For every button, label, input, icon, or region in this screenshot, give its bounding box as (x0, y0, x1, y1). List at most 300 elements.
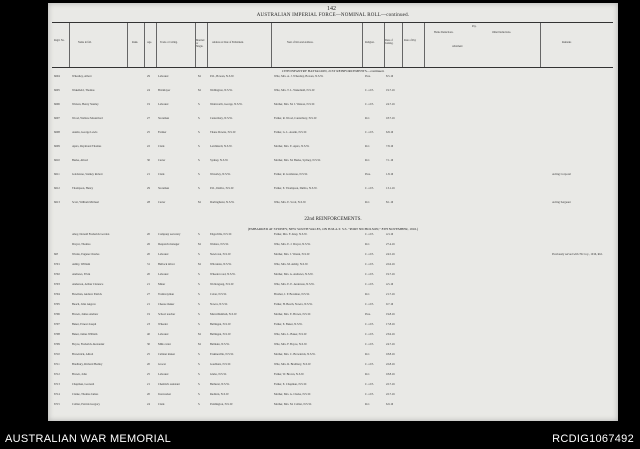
row-regtl-no: 6703 (54, 283, 60, 286)
roll-entry (52, 273, 613, 280)
row-next-of-kin: Mother, Mrs. M. Collier, N.S.W. (274, 403, 312, 406)
row-regtl-no: 6606 (54, 103, 60, 106)
row-name: Wood, Wallace Mountford (72, 117, 103, 120)
row-religion: C. of E. (365, 273, 374, 276)
row-name: Wheatley, Albert (72, 75, 92, 78)
row-age: 20 (147, 273, 150, 276)
row-name: Collier, Patrick Gregory (72, 403, 100, 406)
row-trade: Storeman (158, 187, 170, 190)
row-age: 31 (147, 263, 150, 266)
row-name: Bradbury, Richard Hedley (72, 363, 103, 366)
row-date-joining: 7.1.16 (386, 159, 394, 162)
row-next-of-kin: Father, R. Goldstone, N.S.W. (274, 173, 308, 176)
row-name: Baker, James William (72, 333, 98, 336)
row-religion: C. of E. (365, 383, 374, 386)
row-trade: Cabinet maker (158, 353, 175, 356)
row-marital: S. (198, 103, 201, 106)
col-religion: Religion. (365, 41, 375, 44)
row-address: Murwillumbah, N.S.W. (210, 313, 238, 316)
row-date-joining: 4.3.16 (386, 233, 394, 236)
row-date-joining: 22.6.16 (386, 263, 395, 266)
row-trade: Tramwayman (158, 293, 174, 296)
roll-entry (52, 103, 613, 110)
row-address: Redfern, N.S.W. (210, 393, 230, 396)
section2-heading: 22nd REINFORCEMENTS. (304, 217, 362, 222)
row-religion: Pres. (365, 75, 371, 78)
roll-entry (52, 373, 613, 380)
row-marital: S. (198, 353, 201, 356)
roll-entry (52, 303, 613, 310)
row-name: Bowman, Andrew Patrick (72, 293, 102, 296)
row-date-joining: 24.7.16 (386, 343, 395, 346)
row-religion: R.C. (365, 201, 371, 204)
row-name: Ayers, Raymond Thomas (72, 145, 102, 148)
row-religion: R.C. (365, 243, 371, 246)
row-address: Canterbury, N.S.W. (210, 117, 233, 120)
row-name: Austin, George Lewis (72, 131, 98, 134)
row-address: Wollongong, N.S.W. (210, 283, 234, 286)
col-rank: Rank. (132, 41, 139, 44)
roll-entry (52, 187, 613, 194)
row-address: Newtown, N.S.W. (210, 253, 232, 256)
col-next-of-kin: Next of Kin and Address. (287, 41, 314, 44)
row-date-joining: 21.7.16 (386, 293, 395, 296)
row-marital: M. (198, 75, 202, 78)
row-trade: Wheeler (158, 323, 168, 326)
roll-page (48, 3, 618, 421)
roll-entry (52, 145, 613, 152)
row-next-of-kin: Mother, Mrs. M. Burke, Sydney, N.S.W. (274, 159, 321, 162)
row-address: Thane Downs, N.S.W. (210, 131, 236, 134)
row-address: Erskineville, N.S.W. (210, 353, 234, 356)
roll-entry (52, 89, 613, 96)
row-name: Chapman, Leonard (72, 383, 95, 386)
row-next-of-kin: Father, R. Wood, Canterbury, N.S.W. (274, 117, 317, 120)
row-religion: R.C. (365, 373, 371, 376)
row-religion: R.C. (365, 403, 371, 406)
col-married: Married or Single. (196, 39, 205, 48)
roll-entry (52, 343, 613, 350)
row-age: 20 (147, 363, 150, 366)
row-address: Wellington, N.S.W. (210, 89, 233, 92)
row-trade: Storeman (158, 117, 170, 120)
row-religion: R.C. (365, 159, 371, 162)
footer-record-id: RCDIG1067492 (552, 433, 634, 445)
row-regtl-no: 6704 (54, 293, 60, 296)
col-address: Address at Date of Enlistment. (212, 41, 244, 44)
row-marital: S. (198, 159, 201, 162)
row-religion: C. of E. (365, 253, 374, 256)
row-regtl-no: 6612 (54, 187, 60, 190)
row-next-of-kin: Mother, Mrs. E. Ayers, N.S.W. (274, 145, 310, 148)
row-religion: C. of E. (365, 187, 374, 190)
row-trade: Cheese maker (158, 303, 175, 306)
row-date-joining: 1.8.16 (386, 173, 394, 176)
row-name: Anderson, Arthur Clarence (72, 283, 104, 286)
row-religion: C. of E. (365, 393, 374, 396)
row-religion: C. of E. (365, 343, 374, 346)
row-regtl-no: 6609 (54, 145, 60, 148)
row-age: 21 (147, 173, 150, 176)
row-next-of-kin: Wife, Mrs. M. Ashby, N.S.W. (274, 263, 309, 266)
row-age: 23 (147, 323, 150, 326)
row-date-joining: 19.7.16 (386, 273, 395, 276)
roll-entry (52, 333, 613, 340)
row-age: 27 (147, 293, 150, 296)
section1-heading: 13TH INFANTRY BATTALION, 21ST REINFORCEMENTS—continued. (281, 69, 385, 73)
row-marital: S. (198, 145, 201, 148)
col-date-joining: Date of Joining. (385, 39, 394, 45)
row-name: Andrews, Elvin (72, 273, 91, 276)
row-trade: Milk carter (158, 343, 171, 346)
row-trade: Miner (158, 283, 166, 286)
row-address: Wilcannia, N.S.W. (210, 263, 232, 266)
row-address: Goulburn, N.S.W. (210, 363, 231, 366)
col-other-deductions: Other Deductions. (492, 31, 512, 34)
row-next-of-kin: Wife, Mrs. E. J. Dwyer, N.S.W. (274, 243, 311, 246)
row-marital: M. (198, 243, 202, 246)
row-date-joining: 7.8.16 (386, 145, 394, 148)
row-date-joining: 22.8.16 (386, 363, 395, 366)
page-title: AUSTRALIAN IMPERIAL FORCE—NOMINAL ROLL—continued. (256, 13, 410, 18)
row-marital: S. (198, 117, 201, 120)
row-age: 40 (147, 333, 150, 336)
col-name: Name in full. (78, 41, 92, 44)
row-next-of-kin: Mother, Mrs. A. Andrews, N.S.W. (274, 273, 314, 276)
row-next-of-kin: Wife, Mrs. E. E. Anderson, N.S.W. (274, 283, 315, 286)
row-religion: C. of E. (365, 303, 374, 306)
row-trade: Bricklayer (158, 89, 171, 92)
row-age: 28 (147, 201, 150, 204)
row-date-joining: 4.5.16 (386, 283, 394, 286)
row-next-of-kin: Father, E. Baker, N.S.W. (274, 323, 303, 326)
row-trade: Ironworker (158, 393, 172, 396)
row-trade: Labourer (158, 103, 169, 106)
row-regtl-no: 6713 (54, 383, 60, 386)
row-date-joining: 24.7.16 (386, 103, 395, 106)
row-date-joining: 8.5.16 (386, 75, 394, 78)
row-regtl-no: 6707 (54, 323, 60, 326)
row-trade: Labourer (158, 75, 169, 78)
row-address: Bellingen, N.S.W. (210, 333, 232, 336)
row-religion: C. of E. (365, 103, 374, 106)
column-header (52, 22, 613, 68)
row-name: Burke, Alfred (72, 159, 88, 162)
row-address: Leichhardt, N.S.W. (210, 145, 233, 148)
col-trade: Trade or Calling. (160, 41, 178, 44)
row-regtl-no: 6608 (54, 131, 60, 134)
roll-entry (52, 117, 613, 124)
row-regtl-no: 6709 (54, 343, 60, 346)
row-date-joining: 22.7.16 (386, 383, 395, 386)
row-age: 20 (147, 253, 150, 256)
row-trade: Carter (158, 201, 166, 204)
row-regtl-no: 6613 (54, 201, 60, 204)
row-name: Brown, John (72, 373, 87, 376)
col-rate-of-pay: Rate of Pay (404, 39, 417, 42)
roll-entry (52, 173, 613, 180)
roll-entry (52, 393, 613, 400)
row-regtl-no: 6710 (54, 353, 60, 356)
row-marital: S. (198, 187, 201, 190)
row-age: 25 (147, 373, 150, 376)
row-next-of-kin: Wife, Mrs. T. L. Wakefield, N.S.W. (274, 89, 315, 92)
roll-entry (52, 283, 613, 290)
row-marital: M. (198, 343, 202, 346)
col-allotment: Allotment (452, 45, 463, 48)
row-name: Clarke, Thomas James (72, 393, 99, 396)
col-age: Age. (147, 41, 152, 44)
row-next-of-kin: Mother, Mrs. C. Brownrick, N.S.W. (274, 353, 316, 356)
row-address: Sydney, N.S.W. (210, 159, 229, 162)
row-next-of-kin: Wife, Mrs. F. Boyce, N.S.W. (274, 343, 308, 346)
embarkation-note: (EMBARKED AT SYDNEY, NEW SOUTH WALES, ON H.M.A.T. S.S. "PORT NICHOLSON," 8TH NOVEMBER, 1916.) (247, 227, 419, 231)
row-address: Waverley, N.S.W. (210, 173, 231, 176)
row-address: P.O., Bowen, N.S.W. (210, 75, 235, 78)
row-age: 25 (147, 353, 150, 356)
row-address: Nowra, N.S.W. (210, 303, 228, 306)
row-age: 20 (147, 393, 150, 396)
row-marital: S. (198, 323, 201, 326)
row-regtl-no: 6701 (54, 263, 60, 266)
row-address: Balmain, N.S.W. (210, 343, 230, 346)
roll-entry (52, 233, 613, 240)
row-marital: S. (198, 373, 201, 376)
row-marital: M. (198, 201, 202, 204)
row-age: 27 (147, 117, 150, 120)
row-date-joining: 6.8.16 (386, 131, 394, 134)
row-marital: S. (198, 233, 201, 236)
row-age: 24 (147, 403, 150, 406)
row-next-of-kin: Father, G. L. Austin, N.S.W. (274, 131, 307, 134)
col-home-deductions: Home Deductions. (434, 31, 454, 34)
row-religion: R.C. (365, 293, 371, 296)
row-marital: S. (198, 383, 201, 386)
row-next-of-kin: Mother, Mrs. J. Wrenn, N.S.W. (274, 253, 310, 256)
row-trade: Clerk (158, 403, 165, 406)
roll-entry (52, 383, 613, 390)
row-marital: S. (198, 403, 201, 406)
row-address: Bathurst, N.S.W. (210, 383, 230, 386)
page-number: 142 (327, 6, 336, 12)
row-next-of-kin: Wife, Mrs. A. J. Wheatley, Bowen, N.S.W. (274, 75, 324, 78)
row-religion: C. of E. (365, 263, 374, 266)
row-address: P.O., Dubbo, N.S.W. (210, 187, 234, 190)
row-religion: R.C. (365, 353, 371, 356)
row-age: 29 (147, 75, 150, 78)
row-regtl-no: 6711 (54, 363, 60, 366)
row-age: 24 (147, 89, 150, 92)
row-address: Edgecliffe, N.S.W. (210, 233, 232, 236)
row-marital: S. (198, 283, 201, 286)
row-age: 22 (147, 145, 150, 148)
row-name: Brown, James Andrew (72, 313, 99, 316)
row-remarks: Acting Sergeant (552, 201, 571, 204)
row-next-of-kin: Mother, Mrs. E. Brown, N.S.W. (274, 313, 311, 316)
roll-entry (52, 323, 613, 330)
row-marital: S. (198, 313, 201, 316)
row-next-of-kin: Father, E. Thompson, Dubbo, N.S.W. (274, 187, 318, 190)
row-religion: Pres. (365, 173, 371, 176)
row-address: Cobar, N.S.W. (210, 293, 227, 296)
row-date-joining: 18.8.16 (386, 373, 395, 376)
row-regtl-no: 6702 (54, 273, 60, 276)
col-remarks: Remarks (562, 41, 572, 44)
row-age: 21 (147, 283, 150, 286)
roll-entry (52, 293, 613, 300)
row-regtl-no: 6706 (54, 313, 60, 316)
row-trade: Labourer (158, 273, 169, 276)
row-religion: Pres. (365, 313, 371, 316)
row-religion: R.C. (365, 145, 371, 148)
row-religion: C. of E. (365, 283, 374, 286)
row-next-of-kin: Father, H. Beach, Nowra, N.S.W. (274, 303, 313, 306)
roll-entry (52, 263, 613, 270)
row-date-joining: 9.7.16 (386, 303, 394, 306)
row-name: Brownrick, Alfred (72, 353, 94, 356)
row-next-of-kin: Mother, Mrs. A. Clarke, N.S.W. (274, 393, 311, 396)
row-trade: School teacher (158, 313, 176, 316)
row-regtl-no: 6605 (54, 89, 60, 92)
footer-source: AUSTRALIAN WAR MEMORIAL (5, 433, 172, 445)
row-address: Waitara, N.S.W. (210, 243, 229, 246)
row-marital: M. (198, 263, 202, 266)
row-marital: S. (198, 253, 201, 256)
row-name: Thompson, Henry (72, 187, 94, 190)
roll-entry (52, 243, 613, 250)
row-address: Darlinghurst, N.S.W. (210, 201, 235, 204)
row-marital: M. (198, 89, 202, 92)
row-trade: Labourer (158, 373, 169, 376)
roll-entry (52, 131, 613, 138)
row-regtl-no: 6708 (54, 333, 60, 336)
roll-entry (52, 253, 613, 260)
row-religion: C. of E. (365, 363, 374, 366)
row-regtl-no: 6714 (54, 393, 60, 396)
row-trade: Labourer (158, 253, 169, 256)
row-date-joining: 19.8.16 (386, 313, 395, 316)
row-date-joining: 19.7.16 (386, 89, 395, 92)
roll-entry (52, 363, 613, 370)
row-date-joining: 17.8.16 (386, 323, 395, 326)
row-next-of-kin: Father, E. Chapman, N.S.W. (274, 383, 307, 386)
row-age: 21 (147, 303, 150, 306)
row-regtl-no: 6715 (54, 403, 60, 406)
row-regtl-no: 6607 (54, 117, 60, 120)
roll-entry (52, 201, 613, 208)
row-next-of-kin: Wife, Mrs. L. Baker, N.S.W. (274, 333, 307, 336)
row-date-joining: 18.8.16 (386, 353, 395, 356)
row-name: Dwyer, Thomas (72, 243, 91, 246)
row-date-joining: 6.9.16 (386, 403, 394, 406)
row-next-of-kin: Father, W. Brown, N.S.W. (274, 373, 305, 376)
row-trade: Labourer (158, 333, 169, 336)
row-address: Paddington, N.S.W. (210, 403, 233, 406)
row-age: 19 (147, 313, 150, 316)
row-age: 26 (147, 243, 150, 246)
row-trade: Chemist's assistant (158, 383, 180, 386)
row-name: Scott, William Michael (72, 201, 99, 204)
row-address: Bellingen, N.S.W. (210, 323, 232, 326)
row-next-of-kin: Mother, Mrs. M. J. Watson, N.S.W. (274, 103, 315, 106)
row-regtl-no: 6604 (54, 75, 60, 78)
row-marital: S. (198, 173, 201, 176)
roll-entry (52, 353, 613, 360)
col-pay: Pay. (472, 25, 477, 28)
row-religion: R.C. (365, 117, 371, 120)
row-age: 20 (147, 233, 150, 236)
row-regtl-no: 663 (54, 253, 59, 256)
row-date-joining: 24.5.16 (386, 253, 395, 256)
row-date-joining: 18.7.16 (386, 117, 395, 120)
row-next-of-kin: Wife, Mrs. R. Bradbury, N.S.W. (274, 363, 312, 366)
col-regtl-no: Regtl. No. (54, 39, 65, 42)
row-date-joining: 13.1.16 (386, 187, 395, 190)
row-marital: S. (198, 363, 201, 366)
row-regtl-no: 6705 (54, 303, 60, 306)
row-date-joining: 27.4.16 (386, 243, 395, 246)
row-age: 30 (147, 343, 150, 346)
row-name: Ashby, William (72, 263, 91, 266)
row-date-joining: 8.1.16 (386, 201, 394, 204)
row-address: Wentworth, George, N.S.W. (210, 103, 243, 106)
roll-entry (52, 75, 613, 82)
row-age: 25 (147, 131, 150, 134)
row-name: Watson, Henry Stanley (72, 103, 99, 106)
row-marital: S. (198, 131, 201, 134)
row-marital: S. (198, 293, 201, 296)
roll-entry (52, 403, 613, 410)
row-religion: C. of E. (365, 89, 374, 92)
row-regtl-no: 6611 (54, 173, 60, 176)
row-religion: C. of E. (365, 333, 374, 336)
row-next-of-kin: Father, Mrs. F. Abey, N.S.W. (274, 233, 308, 236)
row-trade: Bullock driver (158, 263, 175, 266)
row-trade: Carter (158, 159, 166, 162)
row-name: Abey, Donald Frederick Gordon (72, 233, 110, 236)
row-name: Boyce, Frederick Alexander (72, 343, 105, 346)
row-trade: Despatch manager (158, 243, 180, 246)
row-remarks: Previously served with 7th Coy., 1916, Rtd. (552, 253, 603, 256)
row-remarks: Acting Corporal (552, 173, 571, 176)
row-next-of-kin: Wife, Mrs. E. Scott, N.S.W. (274, 201, 307, 204)
row-regtl-no: 6610 (54, 159, 60, 162)
row-age: 19 (147, 103, 150, 106)
row-age: 30 (147, 159, 150, 162)
row-date-joining: 23.6.16 (386, 333, 395, 336)
row-name: Beach, John Angove (72, 303, 96, 306)
row-name: Goldstone, Stanley Robert (72, 173, 103, 176)
roll-entry (52, 313, 613, 320)
row-religion: C. of E. (365, 131, 374, 134)
row-age: 29 (147, 187, 150, 190)
row-religion: C. of E. (365, 323, 374, 326)
row-trade: Clerk (158, 173, 165, 176)
row-name: Wrenn, Eugene Charles (72, 253, 100, 256)
row-trade: Farmer (158, 131, 167, 134)
row-date-joining: 22.7.16 (386, 393, 395, 396)
row-next-of-kin: Brother, J. P. Bowman, N.S.W. (274, 293, 310, 296)
row-trade: Grocer (158, 363, 167, 366)
roll-entry (52, 159, 613, 166)
row-marital: S. (198, 303, 201, 306)
row-marital: S. (198, 273, 201, 276)
row-marital: S. (198, 393, 201, 396)
row-address: Glebe, N.S.W. (210, 373, 227, 376)
row-marital: M. (198, 333, 202, 336)
row-address: Wheeler road, N.S.W. (210, 273, 236, 276)
row-age: 21 (147, 383, 150, 386)
